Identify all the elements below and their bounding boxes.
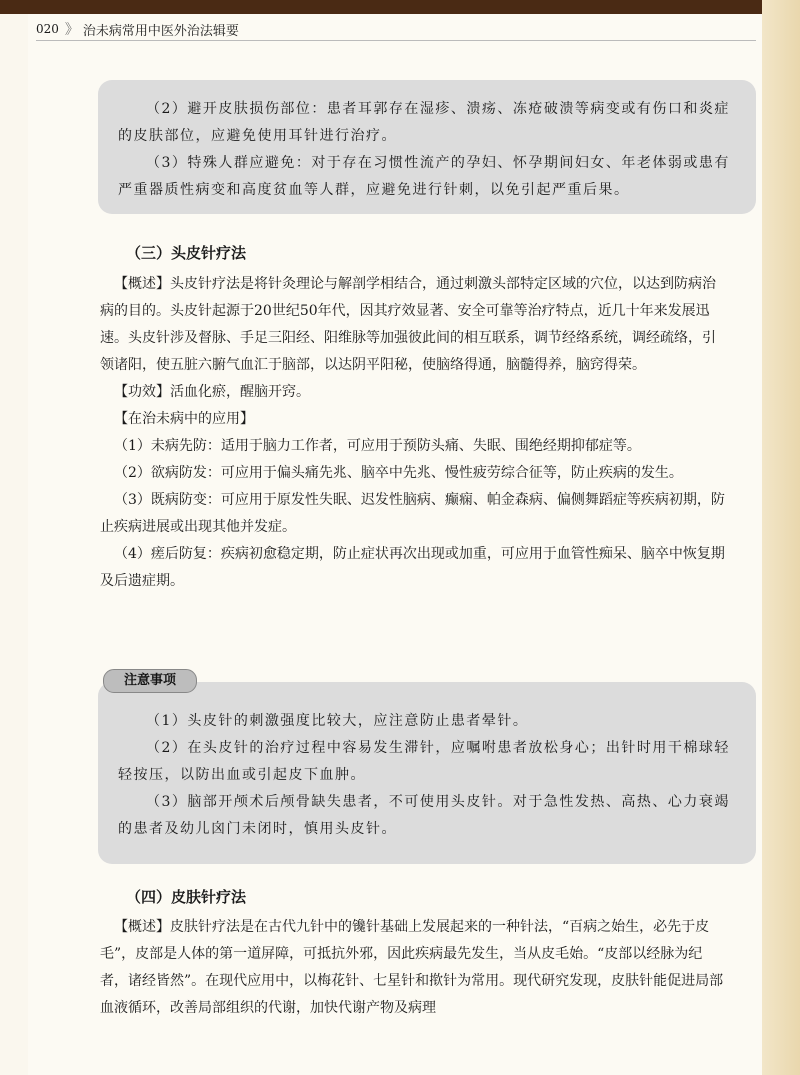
overview-paragraph: 【概述】皮肤针疗法是在古代九针中的镵针基础上发展起来的一种针法，“百病之始生，必先于皮毛”，皮部是人体的第一道屏障，可抵抗外邪，因此疾病最先发生，当从皮毛始。“皮部以经脉为纪者，诸经皆然”。在现代应用中，以梅花针、七星针和揿针为常用。现代研究发现，皮肤针能促进局部血液循环，改善局部组织的代谢，加快代谢产物及病理	[100, 919, 724, 1016]
note-paragraph: （2）避开皮肤损伤部位：患者耳郭存在湿疹、溃疡、冻疮破溃等病变或有伤口和炎症的皮肤部位，应避免使用耳针进行治疗。	[118, 101, 730, 144]
running-header	[36, 18, 239, 40]
chevron-right-icon: 》	[64, 22, 79, 38]
caution-paragraph: （3）脑部开颅术后颅骨缺失患者，不可使用头皮针。对于急性发热、高热、心力衰竭的患者及幼儿囟门未闭时，慎用头皮针。	[118, 794, 730, 837]
book-title: 治未病常用中医外治法辑要	[82, 23, 239, 39]
page-number: 020	[36, 22, 59, 36]
section-body-skin	[100, 914, 725, 1022]
top-border	[0, 0, 800, 14]
application-heading: 【在治未病中的应用】	[114, 411, 254, 427]
application-item: （1）未病先防：适用于脑力工作者，可应用于预防头痛、失眠、围绝经期抑郁症等。	[114, 438, 641, 454]
caution-paragraph: （2）在头皮针的治疗过程中容易发生滞针，应嘱咐患者放松身心；出针时用干棉球轻轻按压，以防出血或引起皮下血肿。	[118, 740, 730, 783]
application-item: （4）瘥后防复：疾病初愈稳定期，防止症状再次出现或加重，可应用于血管性痴呆、脑卒中恢复期及后遗症期。	[100, 546, 725, 589]
caution-paragraph: （1）头皮针的刺激强度比较大，应注意防止患者晕针。	[146, 713, 529, 729]
page-edge	[762, 0, 800, 1075]
caution-label: 注意事项	[103, 669, 197, 693]
effect-paragraph: 【功效】活血化瘀，醒脑开窍。	[114, 384, 310, 400]
note-box-ear-acupuncture	[98, 80, 756, 214]
section-body-scalp	[100, 271, 725, 595]
section-title-skin: （四）皮肤针疗法	[126, 888, 247, 906]
section-title-scalp: （三）头皮针疗法	[126, 244, 247, 262]
caution-box	[98, 682, 756, 864]
note-paragraph: （3）特殊人群应避免：对于存在习惯性流产的孕妇、怀孕期间妇女、年老体弱或患有严重器质性病变和高度贫血等人群，应避免进行针刺，以免引起严重后果。	[118, 155, 730, 198]
application-item: （2）欲病防发：可应用于偏头痛先兆、脑卒中先兆、慢性疲劳综合征等，防止疾病的发生。	[114, 465, 683, 481]
header-rule	[36, 40, 756, 41]
overview-paragraph: 【概述】头皮针疗法是将针灸理论与解剖学相结合，通过刺激头部特定区域的穴位，以达到防病治病的目的。头皮针起源于20世纪50年代，因其疗效显著、安全可靠等治疗特点，近几十年来发展迅速。头皮针涉及督脉、手足三阳经、阳维脉等加强彼此间的相互联系，调节经络系统，调经疏络，引领诸阳，使五脏六腑气血汇于脑部，以达阴平阳秘，使脑络得通，脑髓得养，脑窍得荣。	[100, 276, 716, 373]
application-item: （3）既病防变：可应用于原发性失眠、迟发性脑病、癫痫、帕金森病、偏侧舞蹈症等疾病初期，防止疾病进展或出现其他并发症。	[100, 492, 725, 535]
